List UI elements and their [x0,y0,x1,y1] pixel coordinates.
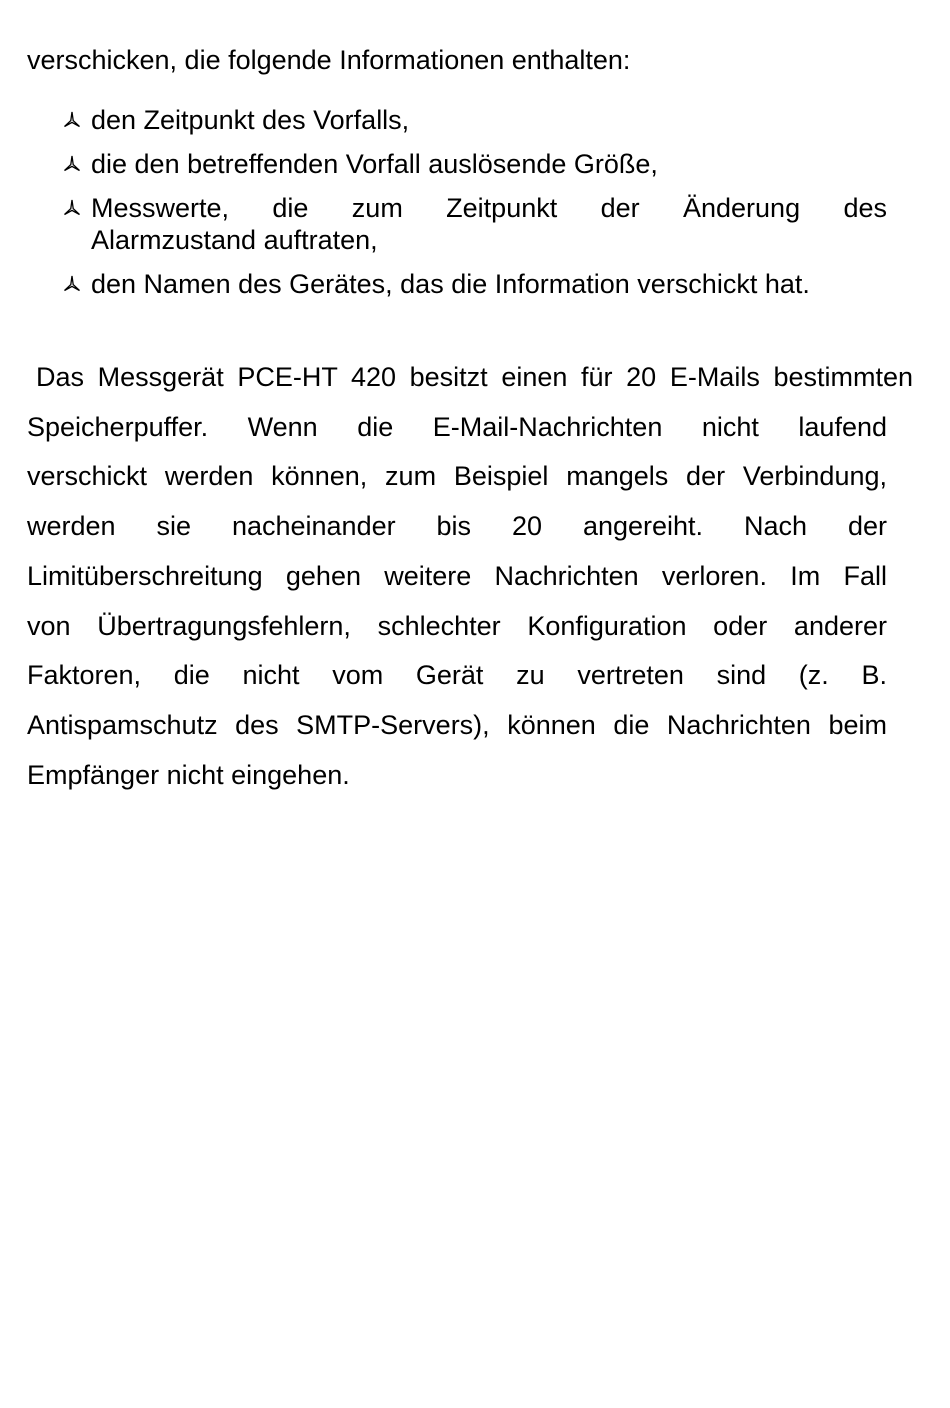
body-paragraph [27,353,913,800]
intro-text: verschicken, die folgende Informationen enthalten: [27,45,631,75]
paragraph-line: Limitüberschreitung gehen weitere Nachrichten verloren. Im Fall [27,560,887,591]
list-item-text: Messwerte, die zum Zeitpunkt der Änderung des [91,193,887,223]
list-item-text: die den betreffenden Vorfall auslösende Größe, [91,149,658,179]
list-item [63,192,887,256]
list-item [63,104,887,136]
list-item [63,148,887,180]
list-item-text: den Namen des Gerätes, das die Information verschickt hat. [91,269,810,299]
list-item-text-continued: Alarmzustand auftraten, [91,225,378,255]
paragraph-line: Speicherpuffer. Wenn die E-Mail-Nachrichten nicht laufend [27,411,887,442]
three-point-star-icon [63,155,81,173]
list-item-text: den Zeitpunkt des Vorfalls, [91,105,410,135]
paragraph-line: Faktoren, die nicht vom Gerät zu vertreten sind (z. B. [27,660,887,691]
paragraph-line: Das Messgerät PCE-HT 420 besitzt einen für 20 E-Mails bestimmten [36,362,913,392]
paragraph-line: Empfänger nicht eingehen. [27,759,350,790]
three-point-star-icon [63,275,81,293]
paragraph-line: verschickt werden können, zum Beispiel mangels der Verbindung, [27,461,887,492]
three-point-star-icon [63,199,81,217]
paragraph-line: werden sie nacheinander bis 20 angereiht. Nach der [27,511,887,542]
paragraph-line: von Übertragungsfehlern, schlechter Konfiguration oder anderer [27,610,887,641]
list-item [63,268,887,300]
paragraph-line: Antispamschutz des SMTP-Servers), können die Nachrichten beim [27,709,887,740]
three-point-star-icon [63,111,81,129]
bullet-list [63,104,887,312]
